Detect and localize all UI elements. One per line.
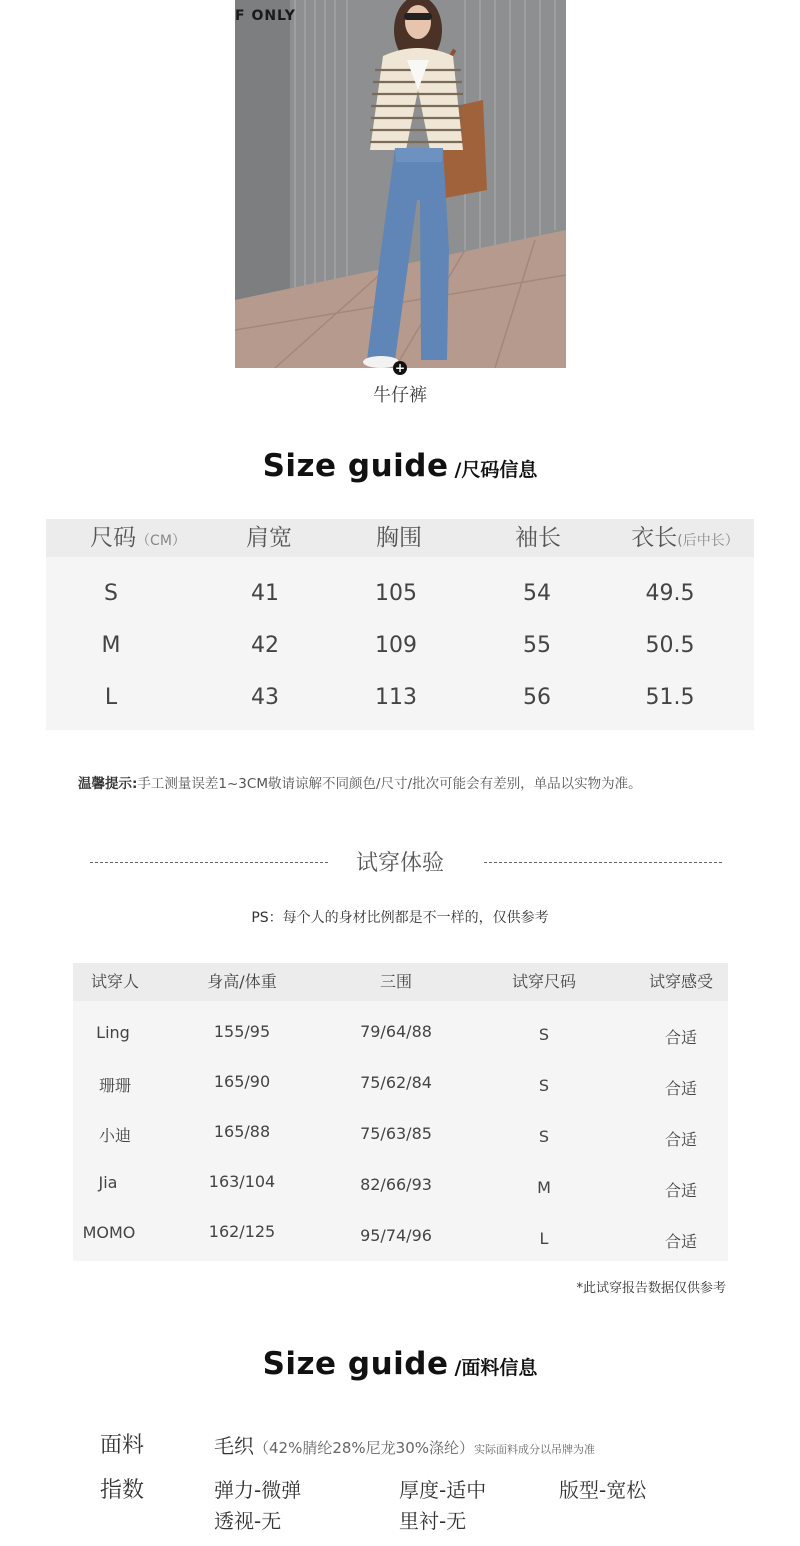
tip-text: 手工测量误差1~3CM敬请谅解不同颜色/尺寸/批次可能会有差别，单品以实物为准。 bbox=[137, 776, 642, 792]
size-cell: 42 bbox=[251, 633, 279, 658]
report-disclaimer: *此试穿报告数据仅供参考 bbox=[576, 1281, 726, 1296]
tryon-ps-note: PS：每个人的身材比例都是不一样的，仅供参考 bbox=[251, 910, 549, 926]
tryon-cell: 162/125 bbox=[208, 1222, 276, 1241]
size-cell: M bbox=[101, 633, 121, 658]
index-thickness: 厚度-适中 bbox=[399, 1478, 487, 1502]
index-fit: 版型-宽松 bbox=[559, 1478, 647, 1502]
tryon-cell: 95/74/96 bbox=[360, 1226, 432, 1245]
tip-label: 温馨提示: bbox=[78, 776, 138, 792]
tryon-header-size: 试穿尺码 bbox=[511, 972, 576, 991]
wall-sign-text: F ONLY bbox=[235, 8, 296, 24]
fabric-guide-subtitle: /面料信息 bbox=[454, 1357, 538, 1379]
size-header-length: 衣长(后中长） bbox=[631, 525, 739, 551]
tryon-header-person: 试穿人 bbox=[90, 972, 139, 991]
index-elasticity: 弹力-微弹 bbox=[214, 1478, 302, 1502]
tryon-cell: S bbox=[538, 1076, 550, 1095]
model-illustration bbox=[235, 0, 566, 368]
size-header-sleeve: 袖长 bbox=[515, 525, 561, 551]
material-value: 毛织 bbox=[214, 1434, 254, 1458]
size-header-shoulder: 肩宽 bbox=[246, 525, 292, 551]
tryon-table-header bbox=[73, 963, 728, 1001]
tryon-cell: 合适 bbox=[664, 1181, 697, 1200]
tryon-cell: 165/90 bbox=[213, 1072, 271, 1091]
size-table bbox=[46, 519, 754, 730]
tryon-cell: Ling bbox=[96, 1023, 130, 1042]
size-table-header bbox=[46, 519, 754, 557]
tryon-cell: S bbox=[538, 1025, 550, 1044]
size-header-chest: 胸围 bbox=[376, 525, 422, 551]
tryon-cell: S bbox=[538, 1127, 550, 1146]
size-cell: 51.5 bbox=[645, 685, 695, 710]
size-cell: L bbox=[104, 685, 118, 710]
material-value-line bbox=[214, 1430, 595, 1459]
material-label: 面料 bbox=[100, 1433, 145, 1458]
size-guide-title: Size guide bbox=[262, 448, 449, 484]
tryon-table bbox=[73, 963, 728, 1261]
plus-icon[interactable]: + bbox=[394, 361, 406, 375]
product-photo bbox=[235, 0, 566, 368]
tryon-cell: 79/64/88 bbox=[360, 1022, 432, 1041]
size-header-size: 尺码（CM） bbox=[90, 525, 186, 551]
size-cell: 43 bbox=[251, 685, 279, 710]
size-cell: 109 bbox=[375, 633, 417, 658]
tryon-cell: MOMO bbox=[82, 1223, 136, 1242]
index-label: 指数 bbox=[100, 1478, 145, 1503]
index-transparency: 透视-无 bbox=[214, 1509, 282, 1533]
tryon-cell: 163/104 bbox=[208, 1172, 276, 1191]
tryon-cell: 小迪 bbox=[98, 1126, 131, 1145]
tryon-cell: 合适 bbox=[664, 1028, 697, 1047]
tryon-title: 试穿体验 bbox=[355, 851, 444, 876]
size-cell: 50.5 bbox=[645, 633, 695, 658]
size-cell: S bbox=[104, 581, 118, 606]
size-cell: 41 bbox=[251, 581, 279, 606]
tryon-header-feeling: 试穿感受 bbox=[648, 972, 713, 991]
tryon-cell: 165/88 bbox=[213, 1122, 271, 1141]
measurement-tip bbox=[78, 772, 642, 792]
tryon-cell: 合适 bbox=[664, 1079, 697, 1098]
tryon-cell: 珊珊 bbox=[98, 1076, 131, 1095]
tryon-cell: 82/66/93 bbox=[360, 1175, 432, 1194]
material-composition: （42%腈纶28%尼龙30%涤纶） bbox=[254, 1439, 475, 1457]
tryon-header-measurements: 三围 bbox=[379, 972, 412, 991]
size-guide-heading bbox=[0, 448, 800, 484]
tryon-header-height-weight: 身高/体重 bbox=[207, 972, 277, 991]
size-cell: 54 bbox=[523, 581, 551, 606]
tryon-cell: 75/63/85 bbox=[360, 1124, 432, 1143]
photo-caption: 牛仔裤 bbox=[373, 385, 427, 406]
size-cell: 49.5 bbox=[645, 581, 695, 606]
size-cell: 56 bbox=[523, 685, 551, 710]
tryon-cell: 合适 bbox=[664, 1232, 697, 1251]
size-guide-subtitle: /尺码信息 bbox=[454, 459, 538, 481]
tryon-cell: 合适 bbox=[664, 1130, 697, 1149]
tryon-cell: 75/62/84 bbox=[360, 1073, 432, 1092]
fabric-guide-title: Size guide bbox=[262, 1346, 449, 1382]
tryon-cell: M bbox=[537, 1178, 551, 1197]
size-cell: 113 bbox=[375, 685, 417, 710]
material-note: 实际面料成分以吊牌为准 bbox=[474, 1443, 596, 1456]
tryon-cell: Jia bbox=[98, 1173, 118, 1192]
index-lining: 里衬-无 bbox=[399, 1509, 467, 1533]
fabric-guide-heading bbox=[0, 1346, 800, 1382]
size-cell: 55 bbox=[523, 633, 551, 658]
tryon-cell: 155/95 bbox=[213, 1022, 271, 1041]
size-cell: 105 bbox=[375, 581, 417, 606]
tryon-cell: L bbox=[539, 1229, 549, 1248]
